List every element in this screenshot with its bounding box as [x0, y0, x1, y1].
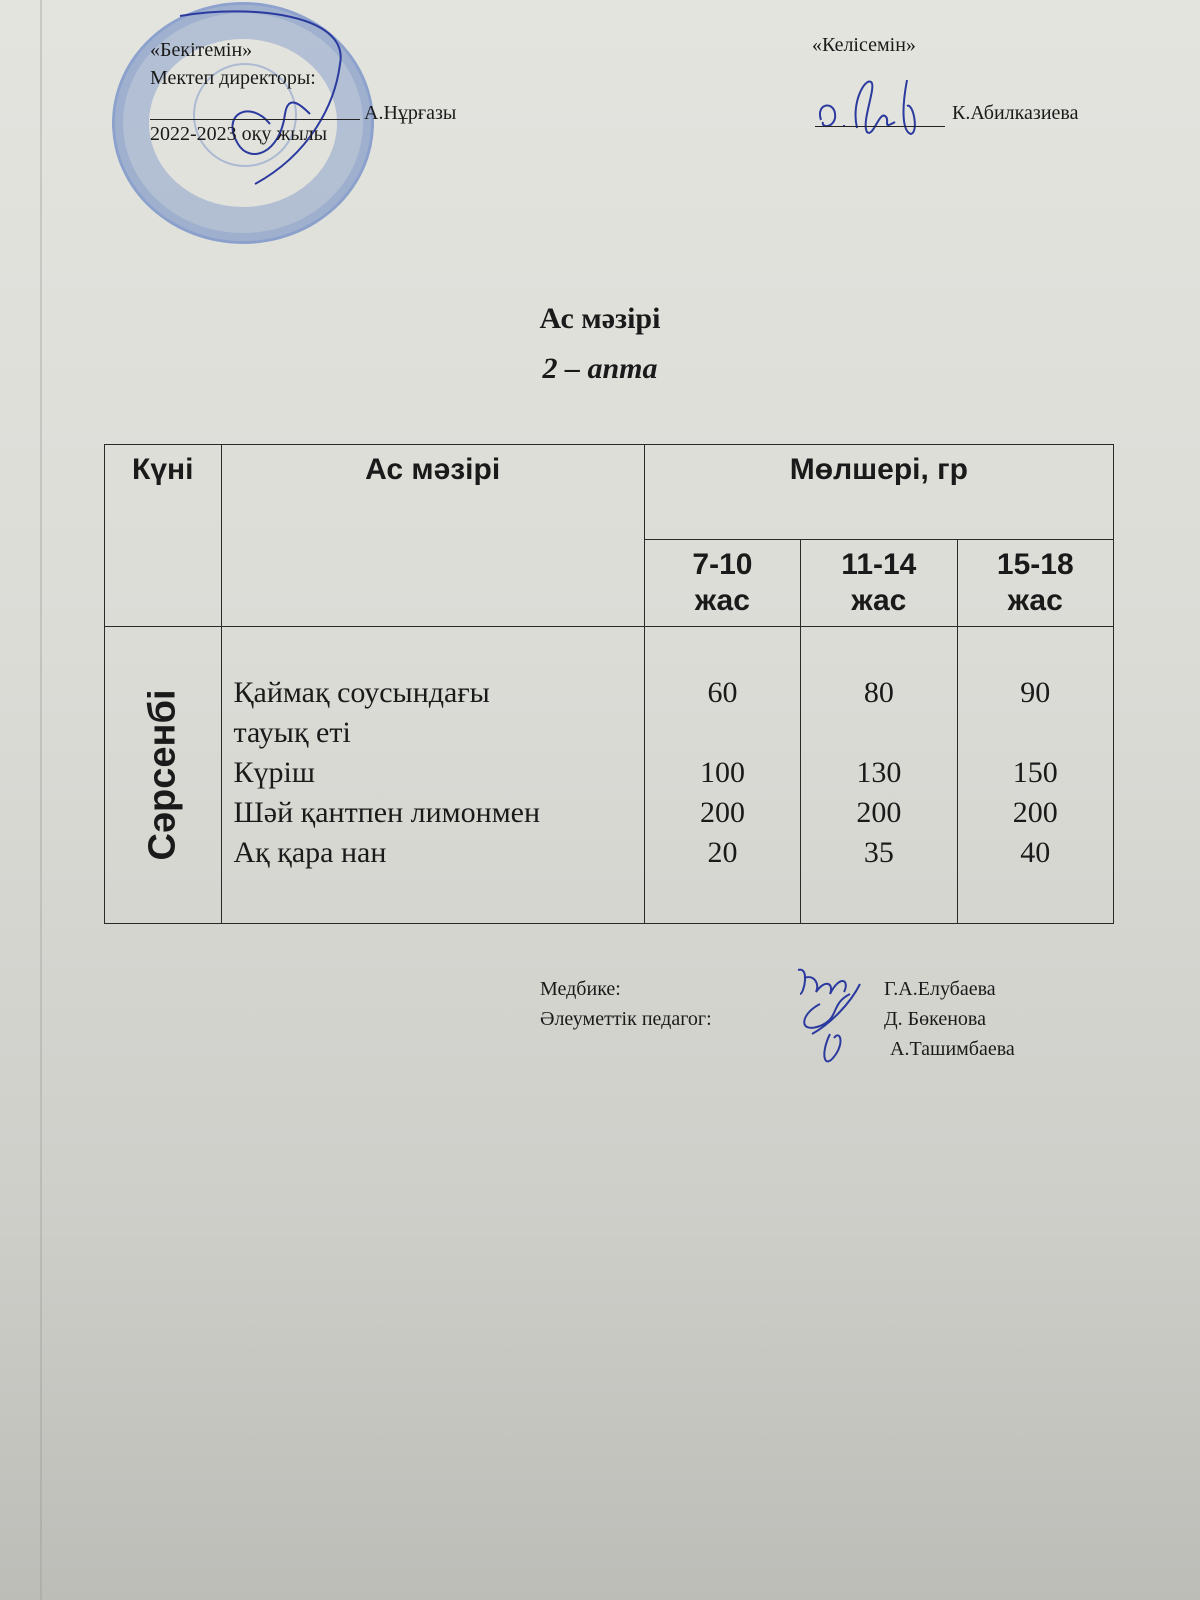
- day-cell: [105, 627, 222, 924]
- qty-value: 200: [699, 796, 745, 829]
- qty-value: 35: [863, 836, 894, 869]
- age-range: 11-14: [841, 548, 917, 581]
- approval-heading: «Бекітемін»: [150, 39, 253, 61]
- qty-11-14-cell: [801, 627, 957, 924]
- header-age-11-14: [801, 540, 957, 627]
- age-range: 7-10: [692, 548, 753, 581]
- qty-value: 20: [707, 836, 738, 869]
- signature-line: [150, 101, 360, 120]
- menu-item: Ақ қара нан: [233, 836, 387, 869]
- qty-value: 200: [856, 796, 902, 829]
- name-nurse: Г.А.Елубаева: [884, 978, 996, 1000]
- qty-value: 130: [856, 756, 902, 789]
- header-menu: Ас мәзірі: [221, 445, 644, 627]
- footer-names: [884, 974, 1015, 1064]
- approval-role: Мектеп директоры:: [150, 67, 316, 89]
- day-label: Сәрсенбі: [141, 689, 184, 861]
- agreement-signature-icon: [815, 72, 945, 142]
- header-row: [105, 445, 1114, 540]
- qty-value: 90: [1020, 676, 1051, 709]
- qty-value: 100: [699, 756, 745, 789]
- table-row: [105, 627, 1114, 924]
- age-unit: жас: [1007, 584, 1063, 617]
- qty-7-10-cell: [644, 627, 800, 924]
- paper-fold-line: [40, 0, 42, 1600]
- approval-name: А.Нұрғазы: [364, 102, 457, 124]
- menu-item: Күріш: [233, 756, 315, 789]
- age-range: 15-18: [996, 548, 1074, 581]
- agreement-signature-line: [815, 126, 945, 127]
- header-quantity: Мөлшері, гр: [644, 445, 1113, 540]
- footer-signatures-icon: [790, 964, 870, 1074]
- qty-value: 200: [1012, 796, 1058, 829]
- age-unit: жас: [694, 584, 750, 617]
- role-social-pedagogue: Әлеуметтік педагог:: [540, 1008, 712, 1030]
- name-third: А.Ташимбаева: [890, 1038, 1015, 1060]
- approval-year: 2022-2023 оқу жылы: [150, 123, 328, 145]
- name-social-pedagogue: Д. Бөкенова: [884, 1008, 986, 1030]
- qty-value: 40: [1020, 836, 1051, 869]
- age-unit: жас: [851, 584, 907, 617]
- page-title: Ас мәзірі: [539, 302, 661, 335]
- agreement-heading: «Келісемін»: [812, 34, 916, 56]
- qty-15-18-cell: [957, 627, 1113, 924]
- header-age-7-10: [644, 540, 800, 627]
- qty-value: 80: [863, 676, 894, 709]
- header-day: Күні: [105, 445, 222, 627]
- role-nurse: Медбике:: [540, 978, 621, 1000]
- week-subtitle: 2 – апта: [542, 352, 658, 385]
- header-age-15-18: [957, 540, 1113, 627]
- menu-table: [104, 444, 1114, 924]
- menu-item: Қаймақ соусындағы: [233, 676, 490, 709]
- approval-block: [150, 36, 360, 148]
- footer-roles: [540, 974, 712, 1034]
- menu-item-cont: тауық еті: [233, 716, 351, 749]
- qty-value: 150: [1012, 756, 1058, 789]
- menu-items-cell: [221, 627, 644, 924]
- agreement-name: К.Абилказиева: [952, 102, 1079, 124]
- menu-item: Шәй қантпен лимонмен: [233, 796, 541, 829]
- qty-value: 60: [707, 676, 738, 709]
